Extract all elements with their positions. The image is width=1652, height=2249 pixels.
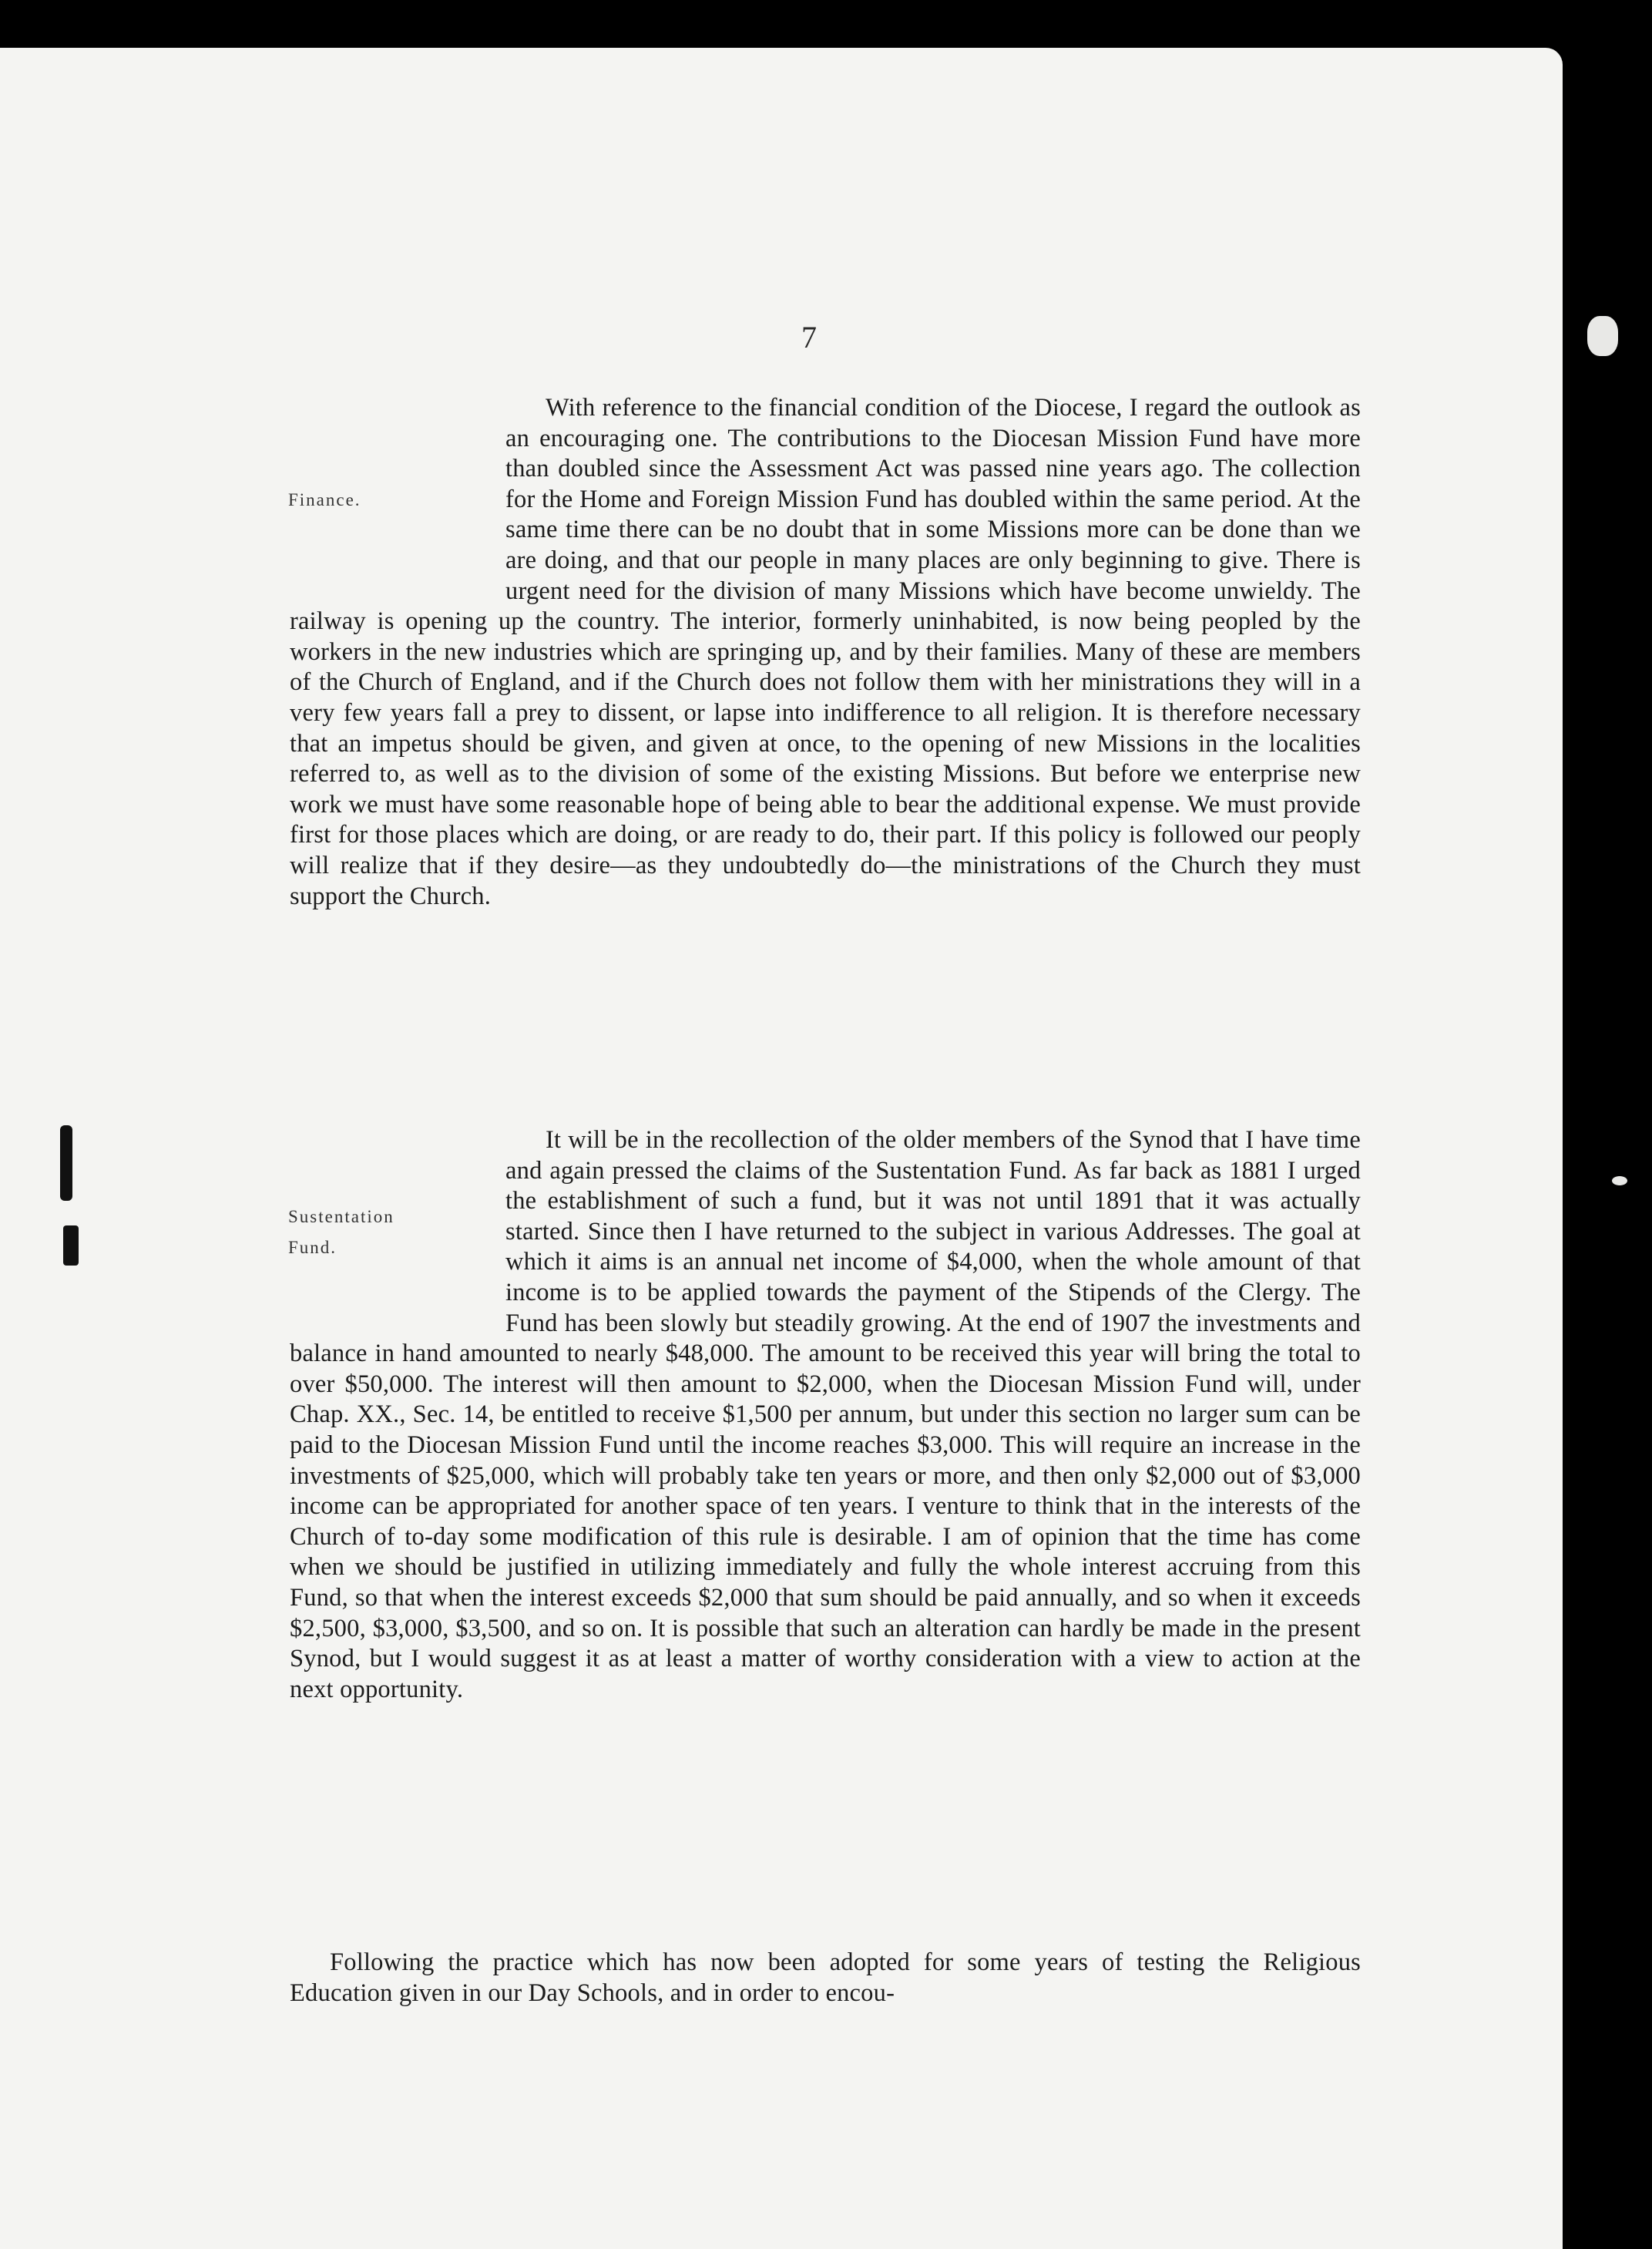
- document-page: [0, 48, 1563, 2249]
- finance-section: [290, 393, 1361, 912]
- finance-sidenote: [288, 424, 495, 577]
- following-section: [290, 1948, 1361, 2009]
- scan-mark-right: [1612, 1176, 1627, 1185]
- sustentation-paragraph: [290, 1125, 1361, 1705]
- sustentation-sidenote-line1: Sustentation: [288, 1207, 395, 1227]
- finance-sidenote-label: Finance.: [288, 490, 361, 510]
- scan-mark-left-bottom: [63, 1225, 79, 1266]
- sustentation-sidenote-line2: Fund.: [288, 1238, 337, 1257]
- finance-text: With reference to the financial condition of the Diocese, I regard the outlook as an encouraging one. The contributions to the Diocesan Mission Fund have more than doubled since the Assessment Act was passed nine years ago. The collection for the Home and Foreign Mission Fund has doubled within the same period. At the same time there can be no doubt that in some Missions more can be done than we are doing, and that our people in many places are only beginning to give. There is urgent need for the division of many Missions which have become unwieldy. The railway is opening up the country. The interior, formerly uninhabited, is now being peopled by the workers in the new industries which are springing up, and by their families. Many of these are members of the Church of England, and if the Church does not follow them with her ministrations they will in a very few years fall a prey to dissent, or lapse into indifference to all religion. It is therefore necessary that an impetus should be given, and given at once, to the opening of new Missions in the localities referred to, as well as to the division of some of the existing Missions. But before we enterprise new work we must have some reasonable hope of being able to bear the additional expense. We must provide first for those places which are doing, or are ready to do, their part. If this policy is followed our peoply will realize that if they desire—as they undoubtedly do—the ministrations of the Church they must support the Church.: [290, 394, 1361, 910]
- sustentation-section: [290, 1125, 1361, 1705]
- scan-mark-left-top: [60, 1125, 72, 1201]
- sustentation-sidenote: [288, 1156, 495, 1309]
- finance-paragraph: [290, 393, 1361, 912]
- following-text: Following the practice which has now been adopted for some years of testing the Religious Education given in our Day Schools, and in order to encou-: [290, 1948, 1361, 2007]
- scan-mark-top-right: [1587, 316, 1618, 356]
- sustentation-text: It will be in the recollection of the older members of the Synod that I have time and again pressed the claims of the Sustentation Fund. As far back as 1881 I urged the establishment of such a fund, but it was not until 1891 that it was actually started. Since then I have returned to the subject in various Addresses. The goal at which it aims is an annual net income of $4,000, when the whole amount of that income is to be applied towards the payment of the Stipends of the Clergy. The Fund has been slowly but steadily growing. At the end of 1907 the investments and balance in hand amounted to nearly $48,000. The amount to be received this year will bring the total to over $50,000. The interest will then amount to $2,000, when the Diocesan Mission Fund will, under Chap. XX., Sec. 14, be entitled to receive $1,500 per annum, but under this section no larger sum can be paid to the Diocesan Mission Fund until the income reaches $3,000. This will require an increase in the investments of $25,000, which will probably take ten years or more, and then only $2,000 out of $3,000 income can be appropriated for another space of ten years. I venture to think that in the interests of the Church of to-day some modification of this rule is desirable. I am of opinion that the time has come when we should be justified in utilizing immediately and fully the whole interest accruing from this Fund, so that when the interest exceeds $2,000 that sum should be paid annually, and so when it exceeds $2,500, $3,000, $3,500, and so on. It is possible that such an alteration can hardly be made in the present Synod, but I would suggest it as at least a matter of worthy consideration with a view to action at the next opportunity.: [290, 1126, 1361, 1703]
- page-number: 7: [801, 320, 817, 355]
- following-paragraph: [290, 1948, 1361, 2009]
